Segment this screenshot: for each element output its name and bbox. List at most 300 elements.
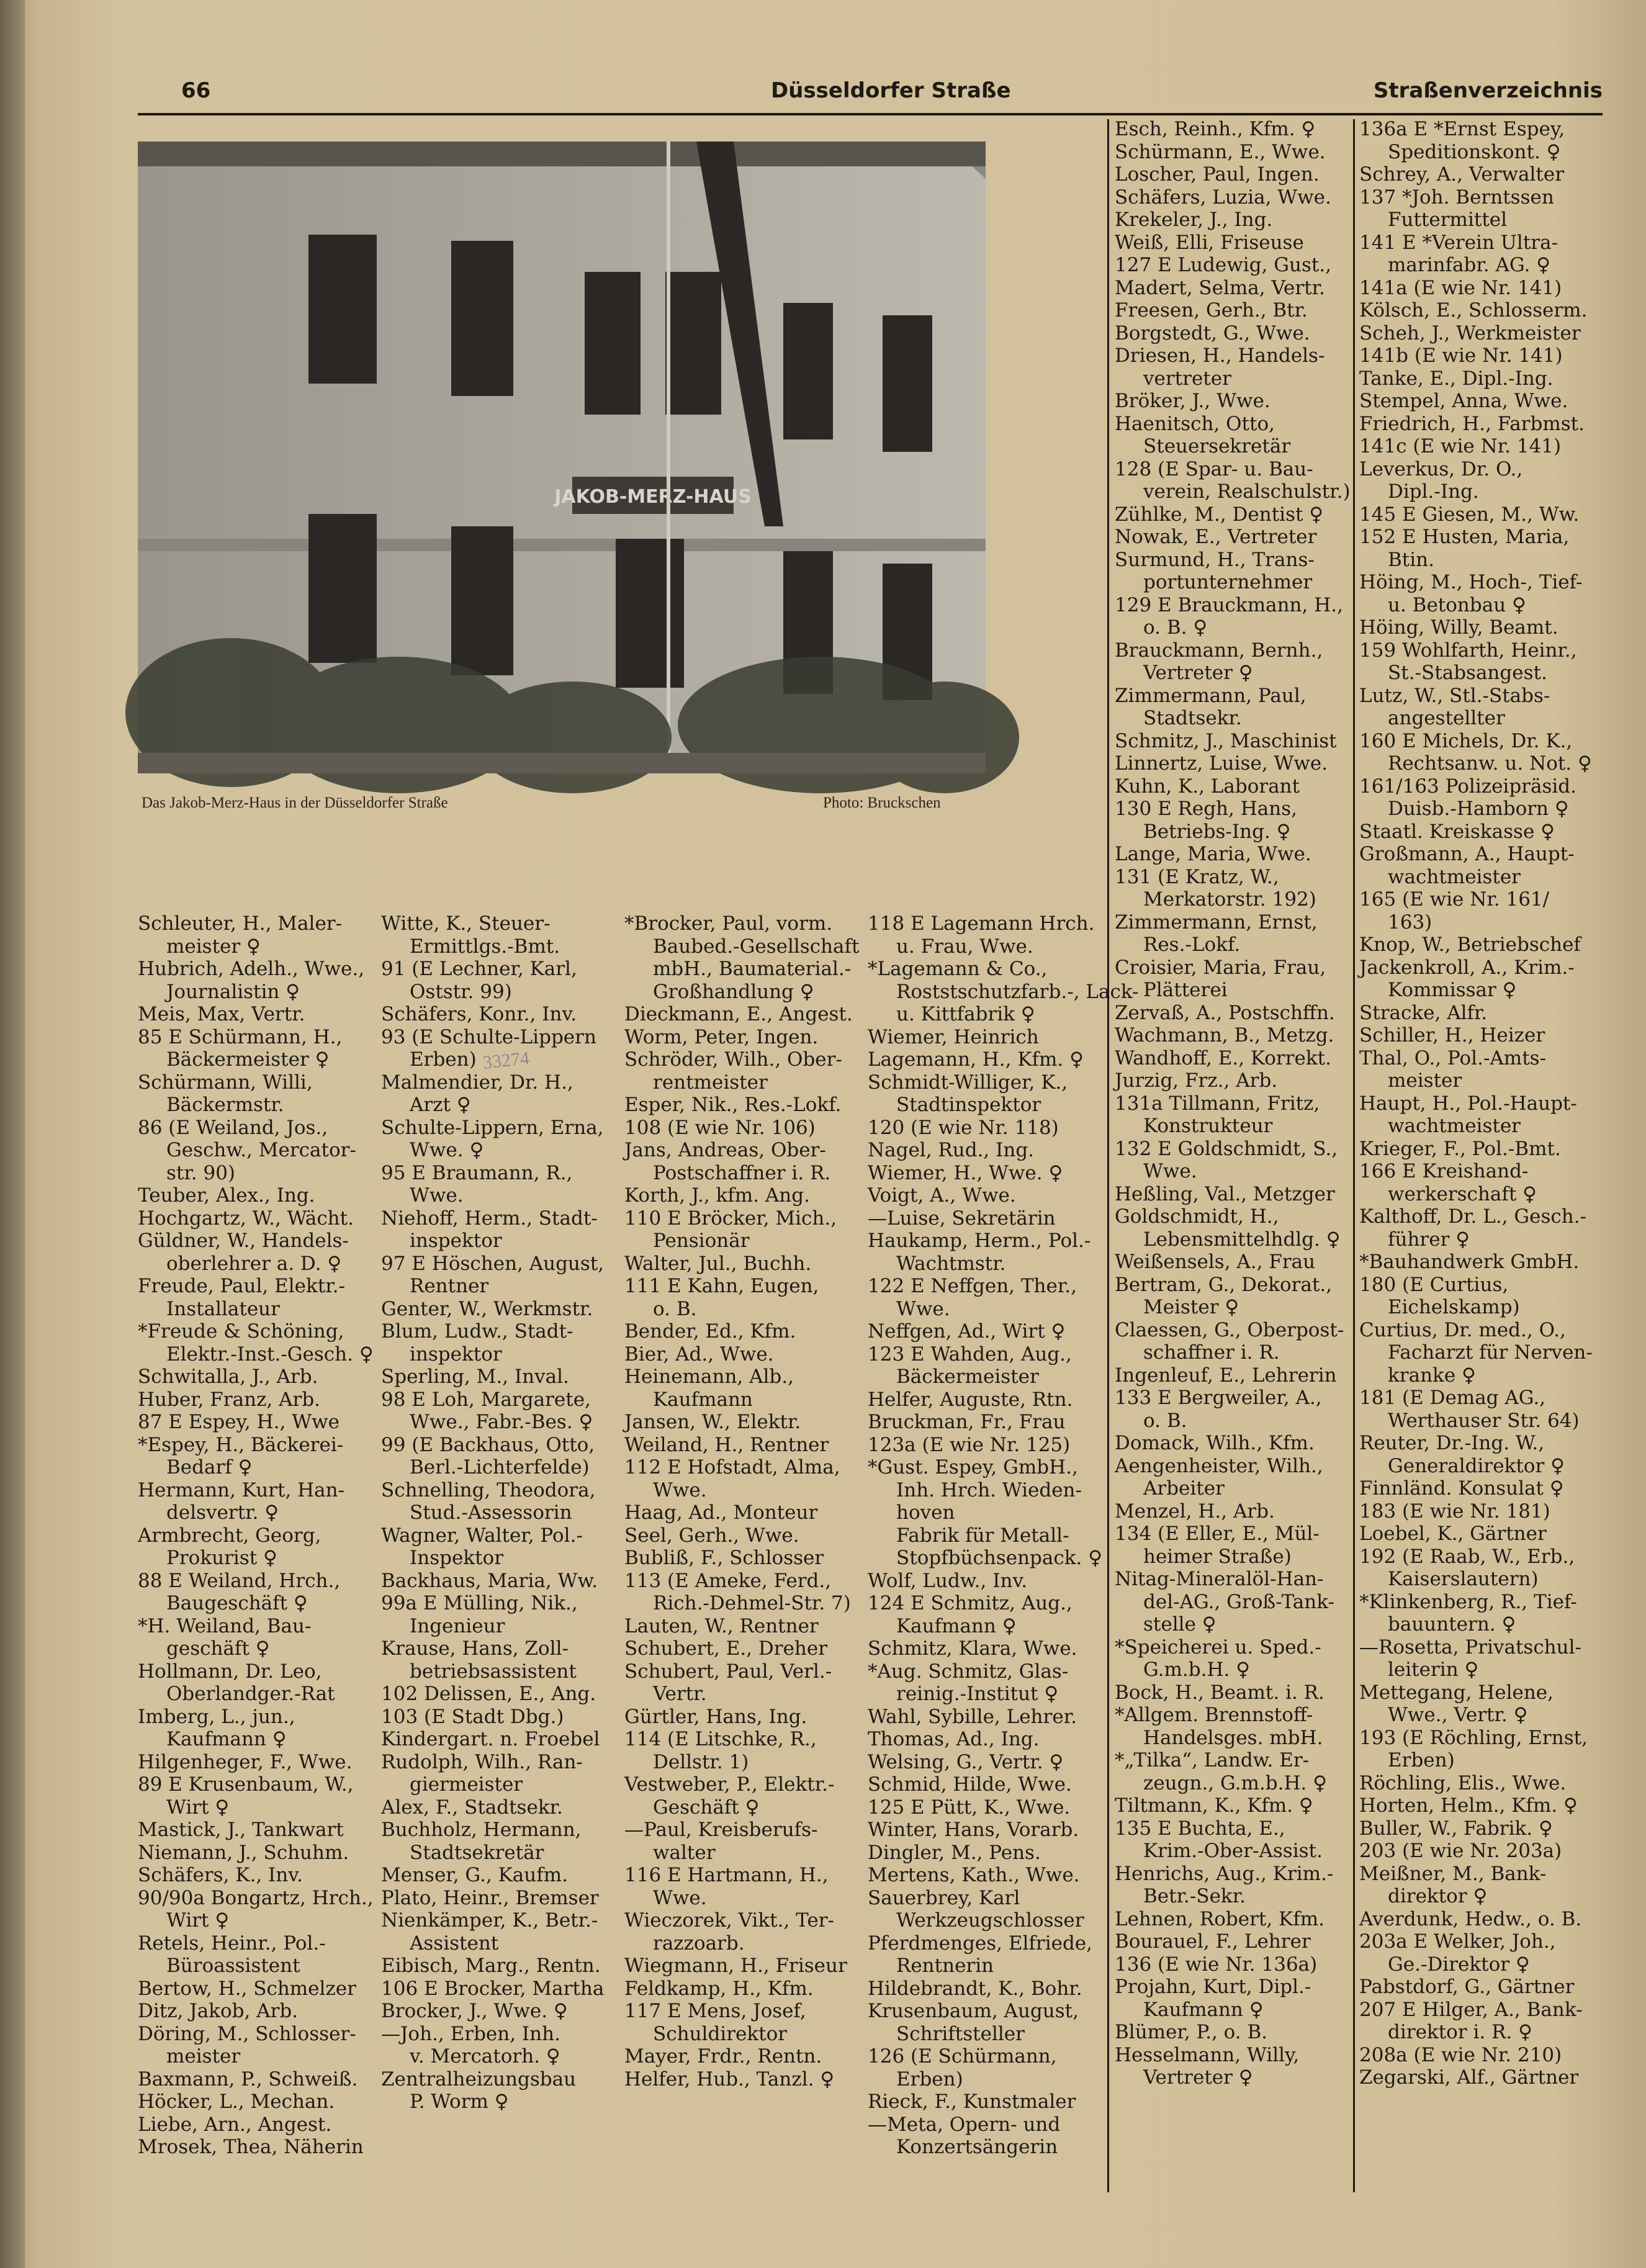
directory-entry-continuation: o. B. (1143, 1409, 1187, 1432)
directory-entry: 180 (E Curtius, (1359, 1273, 1509, 1296)
directory-entry-continuation: Prokurist ♀ (166, 1547, 277, 1569)
directory-entry-continuation: Baugeschäft ♀ (166, 1592, 308, 1614)
directory-entry: Madert, Selma, Vertr. (1115, 276, 1325, 299)
directory-entry: Röchling, Elis., Wwe. (1359, 1771, 1567, 1794)
directory-entry-continuation: Stadtsekretär (410, 1841, 544, 1864)
directory-entry: Zimmermann, Paul, (1115, 684, 1306, 707)
directory-entry-continuation: hoven (896, 1501, 955, 1524)
directory-entry-continuation: Konstrukteur (1143, 1115, 1273, 1137)
directory-entry-continuation: Wirt ♀ (166, 1796, 230, 1819)
directory-entry-continuation: geschäft ♀ (166, 1637, 270, 1660)
directory-entry: Wandhoff, E., Korrekt. (1115, 1046, 1331, 1069)
directory-entry: Bier, Ad., Wwe. (624, 1343, 774, 1366)
directory-entry: Bertow, H., Schmelzer (138, 1977, 356, 2000)
directory-entry-continuation: Kaufmann ♀ (166, 1728, 287, 1750)
directory-entry: 89 E Krusenbaum, W., (138, 1773, 354, 1796)
directory-entry: Sauerbrey, Karl (868, 1886, 1020, 1909)
directory-entry: 160 E Michels, Dr. K., (1359, 729, 1573, 752)
directory-entry: 111 E Kahn, Eugen, (624, 1275, 819, 1297)
directory-entry-continuation: Wwe. (653, 1478, 707, 1501)
directory-entry: 208a (E wie Nr. 210) (1359, 2043, 1562, 2066)
directory-entry: 91 (E Lechner, Karl, (381, 958, 577, 980)
directory-entry: 127 E Ludewig, Gust., (1115, 254, 1332, 276)
directory-entry: 120 (E wie Nr. 118) (868, 1116, 1059, 1139)
directory-entry: Lutz, W., Stl.-Stabs- (1359, 684, 1550, 707)
directory-entry-continuation: del-AG., Groß-Tank- (1143, 1590, 1334, 1613)
directory-entry-continuation: o. B. (653, 1297, 697, 1320)
directory-entry-continuation: meister (166, 2045, 241, 2068)
directory-entry: 90/90a Bongartz, Hrch., (138, 1886, 374, 1909)
directory-entry: Welsing, G., Vertr. ♀ (868, 1750, 1064, 1773)
directory-entry: Haukamp, Herm., Pol.- (868, 1230, 1091, 1252)
directory-entry: 133 E Bergweiler, A., (1115, 1387, 1322, 1409)
directory-entry-continuation: vertreter (1143, 367, 1231, 390)
directory-entry-continuation: mbH., Baumaterial.- (653, 958, 852, 980)
directory-entry: *Gust. Espey, GmbH., (868, 1456, 1078, 1478)
directory-entry-continuation: schaffner i. R. (1143, 1341, 1280, 1364)
directory-entry: 108 (E wie Nr. 106) (624, 1116, 816, 1139)
directory-entry: Gürtler, Hans, Ing. (624, 1705, 807, 1728)
directory-entry: Blum, Ludw., Stadt- (381, 1320, 573, 1343)
directory-entry: Schürmann, E., Wwe. (1115, 140, 1326, 163)
directory-entry: Lauten, W., Rentner (624, 1614, 819, 1637)
directory-entry: *Brocker, Paul, vorm. (624, 912, 833, 935)
directory-entry: Schröder, Wilh., Ober- (624, 1048, 842, 1071)
directory-entry: 95 E Braumann, R., (381, 1161, 573, 1184)
directory-column-2 (381, 912, 612, 2113)
directory-entry-continuation: Futtermittel (1388, 209, 1508, 231)
directory-entry: 86 (E Weiland, Jos., (138, 1116, 328, 1139)
directory-entry: Haupt, H., Pol.-Haupt- (1359, 1092, 1577, 1115)
directory-entry-continuation: Dipl.-Ing. (1388, 480, 1479, 503)
directory-entry: Menser, G., Kaufm. (381, 1864, 568, 1886)
directory-entry: Jackenkroll, A., Krim.- (1359, 956, 1575, 979)
directory-entry-continuation: Installateur (166, 1297, 280, 1320)
directory-entry: Horten, Helm., Kfm. ♀ (1359, 1794, 1578, 1817)
directory-entry-continuation: Wwe. (896, 1297, 950, 1320)
directory-entry: Jansen, W., Elektr. (624, 1411, 801, 1433)
directory-entry: Wolf, Ludw., Inv. (868, 1569, 1028, 1592)
directory-entry: 128 (E Spar- u. Bau- (1115, 457, 1313, 480)
directory-entry-continuation: Wwe. (1143, 1160, 1197, 1182)
directory-entry: Stracke, Alfr. (1359, 1001, 1488, 1024)
directory-entry: Hesselmann, Willy, (1115, 2043, 1300, 2066)
directory-entry-continuation: Wachtmstr. (896, 1252, 1006, 1275)
directory-entry: Hochgartz, W., Wächt. (138, 1207, 354, 1230)
directory-entry-continuation: Betriebs-Ing. ♀ (1143, 820, 1291, 843)
directory-entry-continuation: Kommissar ♀ (1388, 979, 1517, 1001)
directory-entry: Surmund, H., Trans- (1115, 548, 1315, 571)
directory-column-1 (138, 912, 374, 2159)
directory-entry: Sperling, M., Inval. (381, 1366, 569, 1388)
directory-entry: Bourauel, F., Lehrer (1115, 1930, 1311, 1953)
directory-entry-continuation: oberlehrer a. D. ♀ (166, 1252, 342, 1275)
directory-entry: 161/163 Polizeipräsid. (1359, 775, 1576, 798)
directory-entry: Wieczorek, Vikt., Ter- (624, 1909, 835, 1932)
directory-entry: Liebe, Arn., Angest. (138, 2113, 332, 2136)
directory-entry: Bender, Ed., Kfm. (624, 1320, 796, 1343)
directory-entry-continuation: wachtmeister (1388, 1115, 1521, 1137)
directory-entry: Genter, W., Werkmstr. (381, 1297, 593, 1320)
directory-entry: Stempel, Anna, Wwe. (1359, 390, 1568, 412)
directory-entry: Buchholz, Hermann, (381, 1819, 582, 1841)
directory-entry: Feldkamp, H., Kfm. (624, 1977, 814, 2000)
directory-entry-continuation: Vertreter ♀ (1143, 2066, 1253, 2089)
directory-entry-continuation: Stopfbüchsenpack. ♀ (896, 1547, 1102, 1569)
directory-entry-continuation: v. Mercatorh. ♀ (410, 2045, 560, 2068)
running-head: Düsseldorfer Straße (771, 78, 1011, 103)
directory-entry: Kölsch, E., Schlosserm. (1359, 299, 1588, 322)
directory-entry: Schürmann, Willi, (138, 1071, 313, 1094)
directory-entry-continuation: P. Worm ♀ (410, 2090, 509, 2113)
directory-entry-continuation: Stud.-Assessorin (410, 1501, 572, 1524)
directory-entry: 126 (E Schürmann, (868, 2045, 1057, 2068)
directory-entry-continuation: Kaiserslautern) (1388, 1568, 1539, 1590)
directory-entry-continuation: Meister ♀ (1143, 1296, 1239, 1318)
directory-entry: Bock, H., Beamt. i. R. (1115, 1681, 1324, 1704)
directory-entry: Knop, W., Betriebschef (1359, 934, 1581, 956)
directory-entry: Hilgenheger, F., Wwe. (138, 1750, 353, 1773)
directory-entry: Schiller, H., Heizer (1359, 1024, 1545, 1046)
directory-entry: Schmitz, Klara, Wwe. (868, 1637, 1077, 1660)
directory-entry: 192 (E Raab, W., Erb., (1359, 1545, 1575, 1568)
directory-entry: Worm, Peter, Ingen. (624, 1025, 819, 1048)
directory-entry: Schleuter, H., Maler- (138, 912, 343, 935)
directory-entry: Freude, Paul, Elektr.- (138, 1275, 345, 1297)
directory-entry: 103 (E Stadt Dbg.) (381, 1705, 564, 1728)
directory-entry: Armbrecht, Georg, (138, 1524, 322, 1547)
directory-entry: Bruckman, Fr., Frau (868, 1411, 1066, 1433)
photo-sign-text: JAKOB-MERZ-HAUS (554, 486, 752, 508)
directory-entry: Meißner, M., Bank- (1359, 1862, 1547, 1885)
directory-entry: Witte, K., Steuer- (381, 912, 551, 935)
directory-entry: Haag, Ad., Monteur (624, 1501, 818, 1524)
directory-entry: 135 E Buchta, E., (1115, 1817, 1285, 1840)
directory-entry: 125 E Pütt, K., Wwe. (868, 1796, 1071, 1819)
directory-entry: 112 E Hofstadt, Alma, (624, 1456, 840, 1478)
directory-entry: Friedrich, H., Farbmst. (1359, 412, 1585, 435)
directory-entry: Heinemann, Alb., (624, 1366, 794, 1388)
directory-entry: Krieger, F., Pol.-Bmt. (1359, 1137, 1561, 1160)
directory-entry: 132 E Goldschmidt, S., (1115, 1137, 1338, 1160)
directory-entry-continuation: Stadtsekr. (1143, 707, 1242, 729)
building-photo (138, 142, 986, 773)
directory-entry: 141b (E wie Nr. 141) (1359, 344, 1563, 367)
directory-column-4 (868, 912, 1139, 2159)
directory-entry: Lange, Maria, Wwe. (1115, 843, 1311, 865)
directory-entry: Ditz, Jakob, Arb. (138, 2000, 299, 2022)
directory-entry: —Joh., Erben, Inh. (381, 2022, 560, 2045)
directory-entry-continuation: Plätterei (1143, 979, 1228, 1001)
directory-entry: Döring, M., Schlosser- (138, 2022, 356, 2045)
directory-entry-continuation: rentmeister (653, 1071, 768, 1094)
directory-entry: Ingenleuf, E., Lehrerin (1115, 1364, 1337, 1387)
directory-entry-continuation: Arzt ♀ (410, 1094, 471, 1116)
directory-entry-continuation: Kaufmann (653, 1388, 753, 1411)
directory-entry-continuation: Konzertsängerin (896, 2136, 1058, 2158)
directory-entry-continuation: marinfabr. AG. ♀ (1388, 254, 1550, 276)
directory-entry-continuation: direktor i. R. ♀ (1388, 2021, 1532, 2043)
directory-entry: Menzel, H., Arb. (1115, 1500, 1275, 1523)
directory-entry-continuation: Wwe. (653, 1886, 707, 1909)
directory-entry-continuation: Geschw., Mercator- (166, 1139, 356, 1161)
directory-entry: 131 (E Kratz, W., (1115, 865, 1279, 888)
directory-entry: *Lagemann & Co., (868, 958, 1048, 980)
directory-entry: 118 E Lagemann Hrch. (868, 912, 1095, 935)
directory-entry: Hubrich, Adelh., Wwe., (138, 958, 365, 980)
directory-entry: Curtius, Dr. med., O., (1359, 1318, 1566, 1341)
directory-entry: —Rosetta, Privatschul- (1359, 1636, 1581, 1658)
directory-entry: *Bauhandwerk GmbH. (1359, 1251, 1580, 1273)
directory-entry: Wiemer, H., Wwe. ♀ (868, 1161, 1063, 1184)
directory-entry: Bubliß, F., Schlosser (624, 1547, 824, 1569)
directory-entry: Imberg, L., jun., (138, 1705, 295, 1728)
directory-entry-continuation: heimer Straße) (1143, 1545, 1292, 1568)
directory-entry: 207 E Hilger, A., Bank- (1359, 1998, 1583, 2021)
directory-entry: 85 E Schürmann, H., (138, 1025, 343, 1048)
directory-entry-continuation: Generaldirektor ♀ (1388, 1454, 1565, 1477)
directory-entry: 130 E Regh, Hans, (1115, 798, 1297, 820)
directory-entry: Walter, Jul., Buchh. (624, 1252, 812, 1275)
directory-entry: 113 (E Ameke, Ferd., (624, 1569, 832, 1592)
directory-entry: Thal, O., Pol.-Amts- (1359, 1046, 1547, 1069)
directory-entry: Mertens, Kath., Wwe. (868, 1864, 1080, 1886)
directory-entry-continuation: Dellstr. 1) (653, 1750, 749, 1773)
directory-entry: —Luise, Sekretärin (868, 1207, 1056, 1230)
directory-entry: Zimmermann, Ernst, (1115, 911, 1318, 934)
directory-entry: 152 E Husten, Maria, (1359, 526, 1570, 548)
directory-entry: Mastick, J., Tankwart (138, 1819, 344, 1841)
directory-entry: Dieckmann, E., Angest. (624, 1003, 853, 1025)
directory-entry: Kuhn, K., Laborant (1115, 775, 1300, 798)
directory-entry-continuation: Werthauser Str. 64) (1388, 1409, 1580, 1432)
directory-entry: Bertram, G., Dekorat., (1115, 1273, 1333, 1296)
directory-entry-continuation: Facharzt für Nerven- (1388, 1341, 1593, 1364)
directory-entry-continuation: Schuldirektor (653, 2022, 788, 2045)
directory-entry: Großmann, A., Haupt- (1359, 843, 1575, 865)
directory-entry: Driesen, H., Handels- (1115, 344, 1325, 367)
directory-entry-continuation: verein, Realschulstr.) (1143, 480, 1351, 503)
directory-entry: 141c (E wie Nr. 141) (1359, 435, 1562, 457)
directory-entry: Mettegang, Helene, (1359, 1681, 1554, 1704)
directory-entry: 193 (E Röchling, Ernst, (1359, 1726, 1588, 1749)
directory-entry: 129 E Brauckmann, H., (1115, 593, 1343, 616)
directory-entry: Averdunk, Hedw., o. B. (1359, 1907, 1582, 1930)
directory-entry: Schwitalla, J., Arb. (138, 1366, 318, 1388)
directory-entry-continuation: meister (1388, 1069, 1462, 1092)
directory-entry: Hermann, Kurt, Han- (138, 1478, 345, 1501)
directory-entry: Loscher, Paul, Ingen. (1115, 163, 1320, 186)
directory-entry: 136a E *Ernst Espey, (1359, 118, 1565, 140)
directory-entry: Backhaus, Maria, Ww. (381, 1569, 598, 1592)
directory-entry: 117 E Mens, Josef, (624, 2000, 806, 2022)
directory-entry: Brauckmann, Bernh., (1115, 639, 1323, 662)
directory-entry: Weißensels, A., Frau (1115, 1251, 1316, 1273)
directory-entry-continuation: kranke ♀ (1388, 1364, 1476, 1387)
directory-entry-continuation: Kaufmann ♀ (896, 1614, 1017, 1637)
directory-entry: Nagel, Rud., Ing. (868, 1139, 1035, 1161)
directory-entry-continuation: Res.-Lokf. (1143, 934, 1241, 956)
directory-entry: Tiltmann, K., Kfm. ♀ (1115, 1794, 1313, 1817)
directory-entry: Teuber, Alex., Ing. (138, 1184, 315, 1207)
directory-entry: Freesen, Gerh., Btr. (1115, 299, 1308, 322)
directory-entry: Wahl, Sybille, Lehrer. (868, 1705, 1077, 1728)
directory-entry: Leverkus, Dr. O., (1359, 457, 1523, 480)
directory-entry: 159 Wohlfarth, Heinr., (1359, 639, 1577, 662)
directory-entry-continuation: führer ♀ (1388, 1228, 1470, 1251)
directory-entry-continuation: Duisb.-Hamborn ♀ (1388, 798, 1569, 820)
directory-entry: Tanke, E., Dipl.-Ing. (1359, 367, 1554, 390)
directory-entry: 106 E Brocker, Martha (381, 1977, 605, 2000)
directory-entry: 131a Tillmann, Fritz, (1115, 1092, 1320, 1115)
section-head: Straßenverzeichnis (1373, 78, 1603, 103)
directory-entry-continuation: Oststr. 99) (410, 980, 512, 1003)
directory-entry: 123 E Wahden, Aug., (868, 1343, 1072, 1366)
directory-entry-continuation: delsvertr. ♀ (166, 1501, 279, 1524)
directory-column-6 (1359, 118, 1595, 2089)
directory-entry-continuation: Eichelskamp) (1388, 1296, 1520, 1318)
directory-entry-continuation: razzoarb. (653, 1932, 745, 1955)
directory-entry-continuation: Rechtsanw. u. Not. ♀ (1388, 752, 1592, 775)
directory-entry-continuation: o. B. ♀ (1143, 616, 1207, 639)
directory-entry-continuation: Rich.-Dehmel-Str. 7) (653, 1592, 851, 1614)
directory-entry: 98 E Loh, Margarete, (381, 1388, 591, 1411)
directory-entry: Esch, Reinh., Kfm. ♀ (1115, 118, 1316, 140)
directory-entry: 99 (E Backhaus, Otto, (381, 1433, 595, 1456)
directory-entry: Thomas, Ad., Ing. (868, 1728, 1040, 1750)
directory-entry: Schubert, E., Dreher (624, 1637, 828, 1660)
directory-entry-continuation: Bäckermeister ♀ (166, 1048, 330, 1071)
photo-caption: Das Jakob-Merz-Haus in der Düsseldorfer Straße (142, 794, 448, 811)
directory-entry-continuation: inspektor (410, 1343, 502, 1366)
directory-entry: Nienkämper, K., Betr.- (381, 1909, 598, 1932)
directory-entry: 110 E Bröcker, Mich., (624, 1207, 837, 1230)
directory-entry: Kalthoff, Dr. L., Gesch.- (1359, 1205, 1587, 1228)
directory-entry-continuation: Rentner (410, 1275, 489, 1297)
directory-entry-continuation: Elektr.-Inst.-Gesch. ♀ (166, 1343, 374, 1366)
column-divider (1353, 119, 1355, 2192)
directory-entry: Schubert, Paul, Verl.- (624, 1660, 832, 1683)
directory-entry: Schäfers, K., Inv. (138, 1864, 303, 1886)
directory-entry: Wiegmann, H., Friseur (624, 1955, 847, 1977)
directory-entry-continuation: Bäckermeister (896, 1366, 1039, 1388)
page-header (138, 76, 1603, 115)
directory-entry: Wiemer, Heinrich (868, 1025, 1039, 1048)
directory-entry-continuation: werkerschaft ♀ (1388, 1182, 1537, 1205)
directory-entry: Zentralheizungsbau (381, 2068, 577, 2090)
directory-entry-continuation: Betr.-Sekr. (1143, 1885, 1246, 1907)
directory-entry: Mayer, Frdr., Rentn. (624, 2045, 822, 2068)
directory-entry-continuation: Erben) (896, 2068, 963, 2090)
directory-entry: Kindergart. n. Froebel (381, 1728, 600, 1750)
directory-entry: Winter, Hans, Vorarb. (868, 1819, 1079, 1841)
directory-entry-continuation: walter (653, 1841, 716, 1864)
directory-entry: Projahn, Kurt, Dipl.- (1115, 1976, 1311, 1998)
directory-entry-continuation: Fabrik für Metall- (896, 1524, 1069, 1547)
directory-entry-continuation: Krim.-Ober-Assist. (1143, 1840, 1323, 1862)
directory-entry: Buller, W., Fabrik. ♀ (1359, 1817, 1553, 1840)
directory-entry: Goldschmidt, H., (1115, 1205, 1279, 1228)
directory-entry: 88 E Weiland, Hrch., (138, 1569, 341, 1592)
directory-entry: Zühlke, M., Dentist ♀ (1115, 503, 1323, 526)
directory-entry: Scheh, J., Werkmeister (1359, 322, 1581, 344)
directory-entry: *Freude & Schöning, (138, 1320, 344, 1343)
directory-entry: Schnelling, Theodora, (381, 1478, 596, 1501)
directory-entry: 136 (E wie Nr. 136a) (1115, 1953, 1318, 1976)
directory-entry: Dingler, M., Pens. (868, 1841, 1041, 1864)
directory-entry-continuation: Assistent (410, 1932, 499, 1955)
directory-column-3 (624, 912, 860, 2090)
directory-entry-continuation: Erben) (410, 1048, 477, 1071)
directory-entry: 123a (E wie Nr. 125) (868, 1433, 1071, 1456)
directory-entry-continuation: Arbeiter (1143, 1477, 1225, 1500)
directory-entry: Eibisch, Marg., Rentn. (381, 1955, 601, 1977)
directory-entry-continuation: wachtmeister (1388, 865, 1521, 888)
directory-entry: Rieck, F., Kunstmaler (868, 2090, 1076, 2113)
directory-entry: Jurzig, Frz., Arb. (1115, 1069, 1278, 1092)
directory-entry-continuation: u. Frau, Wwe. (896, 935, 1033, 958)
directory-entry: *Espey, H., Bäckerei- (138, 1433, 344, 1456)
directory-entry-continuation: Schriftsteller (896, 2022, 1025, 2045)
directory-entry: Hollmann, Dr. Leo, (138, 1660, 322, 1683)
directory-entry-continuation: portunternehmer (1143, 571, 1313, 593)
column-divider (1107, 119, 1109, 2192)
directory-entry-continuation: Btin. (1388, 548, 1434, 571)
directory-entry-continuation: Wwe., Vertr. ♀ (1388, 1704, 1528, 1726)
directory-entry: 97 E Höschen, August, (381, 1252, 605, 1275)
directory-entry-continuation: St.-Stabsangest. (1388, 662, 1547, 684)
directory-entry: Blümer, P., o. B. (1115, 2021, 1268, 2043)
directory-entry: Baxmann, P., Schweiß. (138, 2068, 358, 2090)
directory-entry: Pferdmenges, Elfriede, (868, 1932, 1092, 1955)
directory-entry: 122 E Neffgen, Ther., (868, 1275, 1077, 1297)
pencil-annotation: 33274 (482, 1048, 531, 1073)
directory-entry-continuation: u. Kittfabrik ♀ (896, 1003, 1035, 1025)
directory-entry: Lagemann, H., Kfm. ♀ (868, 1048, 1084, 1071)
photo-illustration (138, 142, 986, 773)
directory-entry-continuation: direktor ♀ (1388, 1885, 1488, 1907)
directory-entry-continuation: G.m.b.H. ♀ (1143, 1658, 1250, 1681)
directory-entry: 99a E Mülling, Nik., (381, 1592, 578, 1614)
directory-entry: Krekeler, J., Ing. (1115, 209, 1273, 231)
directory-entry: Korth, J., kfm. Ang. (624, 1184, 810, 1207)
directory-entry-continuation: Inspektor (410, 1547, 504, 1569)
directory-column-5 (1115, 118, 1349, 2089)
directory-entry-continuation: Bäckermstr. (166, 1094, 284, 1116)
directory-entry: Aengenheister, Wilh., (1115, 1454, 1323, 1477)
directory-entry: Finnländ. Konsulat ♀ (1359, 1477, 1564, 1500)
directory-entry: Schulte-Lippern, Erna, (381, 1116, 604, 1139)
directory-entry: Güldner, W., Handels- (138, 1230, 349, 1252)
directory-entry: Schmidt-Williger, K., (868, 1071, 1068, 1094)
directory-entry-continuation: u. Betonbau ♀ (1388, 593, 1526, 616)
directory-entry: 145 E Giesen, M., Ww. (1359, 503, 1580, 526)
directory-entry: Rudolph, Wilh., Ran- (381, 1750, 583, 1773)
directory-entry: Schmitz, J., Maschinist (1115, 729, 1337, 752)
directory-entry-continuation: Erben) (1388, 1749, 1455, 1771)
directory-entry-continuation: leiterin ♀ (1388, 1658, 1479, 1681)
directory-entry: Huber, Franz, Arb. (138, 1388, 321, 1411)
directory-entry-continuation: Wwe. (410, 1184, 464, 1207)
directory-entry-continuation: reinig.-Institut ♀ (896, 1683, 1059, 1705)
directory-entry: 183 (E wie Nr. 181) (1359, 1500, 1550, 1523)
directory-entry: *Allgem. Brennstoff- (1115, 1704, 1313, 1726)
directory-entry: 165 (E wie Nr. 161/ (1359, 888, 1550, 911)
directory-entry: Esper, Nik., Res.-Lokf. (624, 1094, 842, 1116)
directory-entry: Jans, Andreas, Ober- (624, 1139, 826, 1161)
directory-entry-continuation: str. 90) (166, 1161, 236, 1184)
directory-entry-continuation: angestellter (1388, 707, 1505, 729)
